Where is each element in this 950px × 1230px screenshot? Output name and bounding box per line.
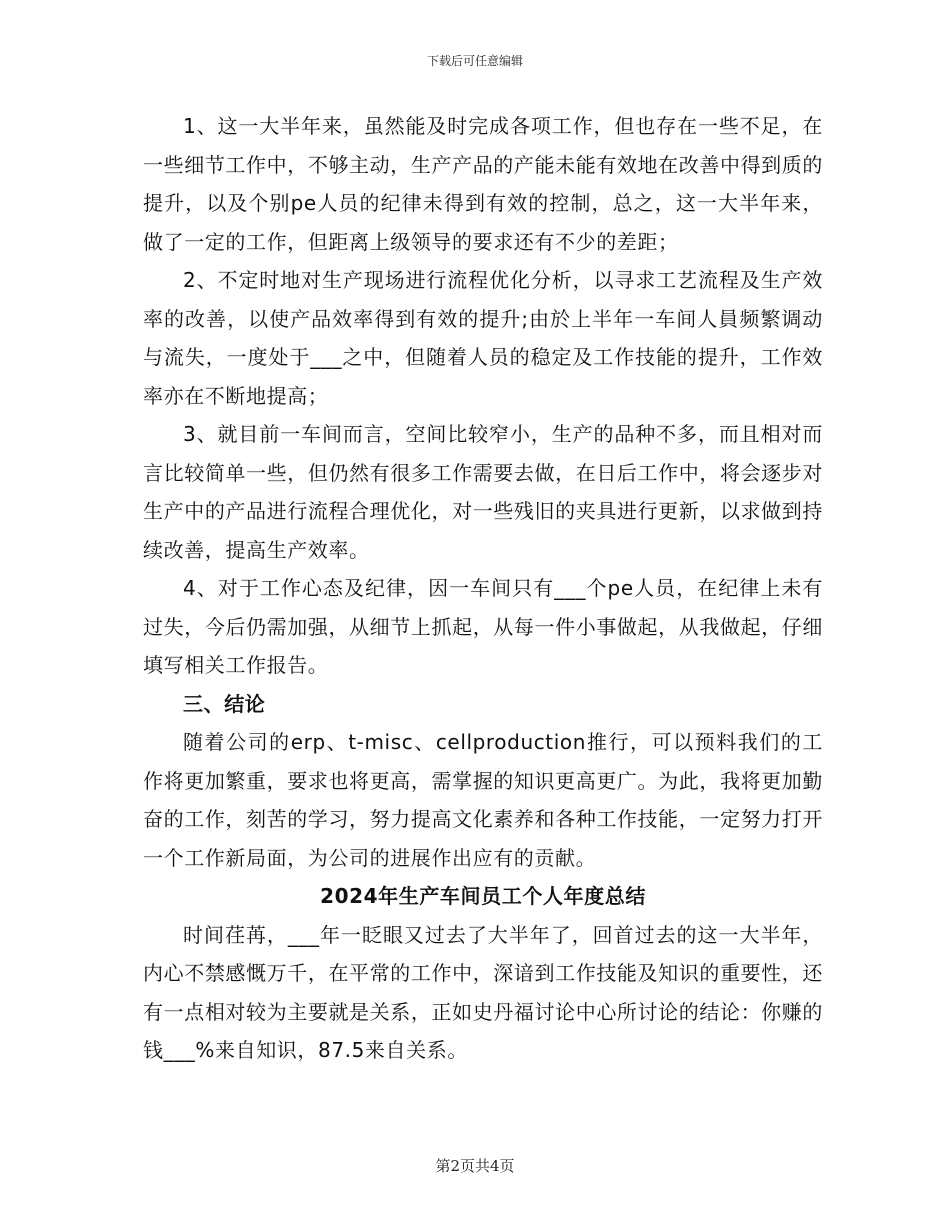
paragraph-item-2: 2、不定时地对生产现场进行流程优化分析，以寻求工艺流程及生产效率的改善，以使产品效率得到有效的提升;由於上半年一车间人員频繁调动与流失，一度处于___之中，但随着人员的稳定及工作技能的提升，工作效率亦在不断地提高； — [143, 268, 823, 408]
paragraph-item-1: 1、这一大半年来，虽然能及时完成各项工作，但也存在一些不足，在一些细节工作中，不够主动，生产产品的产能未能有效地在改善中得到质的提升，以及个别pe人员的纪律未得到有效的控制，总之，这一大半年来，做了一定的工作，但距离上级领导的要求还有不少的差距； — [143, 114, 823, 254]
document-body — [143, 107, 823, 1070]
next-document-intro: 时间荏苒，___年一眨眼又过去了大半年了，回首过去的这一大半年，内心不禁感慨万千，在平常的工作中，深谙到工作技能及知识的重要性，还有一点相对较为主要就是关系，正如史丹福讨论中心所讨论的结论：你赚的钱___%来自知识，87.5来自关系。 — [143, 922, 823, 1062]
paragraph-item-4: 4、对于工作心态及纪律，因一车间只有___个pe人员，在纪律上未有过失，今后仍需加强，从细节上抓起，从每一件小事做起，从我做起，仔细填写相关工作报告。 — [143, 576, 823, 677]
page-header-note: 下载后可任意编辑 — [426, 54, 523, 68]
section-heading-conclusion: 三、结论 — [183, 691, 266, 716]
next-document-title: 2024年生产车间员工个人年度总结 — [320, 884, 646, 908]
conclusion-paragraph: 随着公司的erp、t-misc、cellproduction推行，可以预料我们的工作将更加繁重，要求也将更高，需掌握的知识更高更广。为此，我将更加勤奋的工作，刻苦的学习，努力提高文化素养和各种工作技能，一定努力打开一个工作新局面，为公司的进展作出应有的贡献。 — [143, 730, 823, 870]
paragraph-item-3: 3、就目前一车间而言，空间比较窄小，生产的品种不多，而且相对而言比较简单一些，但仍然有很多工作需要去做，在日后工作中，将会逐步对生产中的产品进行流程合理优化，对一些残旧的夹具进行更新，以求做到持续改善，提高生产效率。 — [143, 422, 823, 562]
page-footer-number: 第2页共4页 — [435, 1157, 515, 1175]
